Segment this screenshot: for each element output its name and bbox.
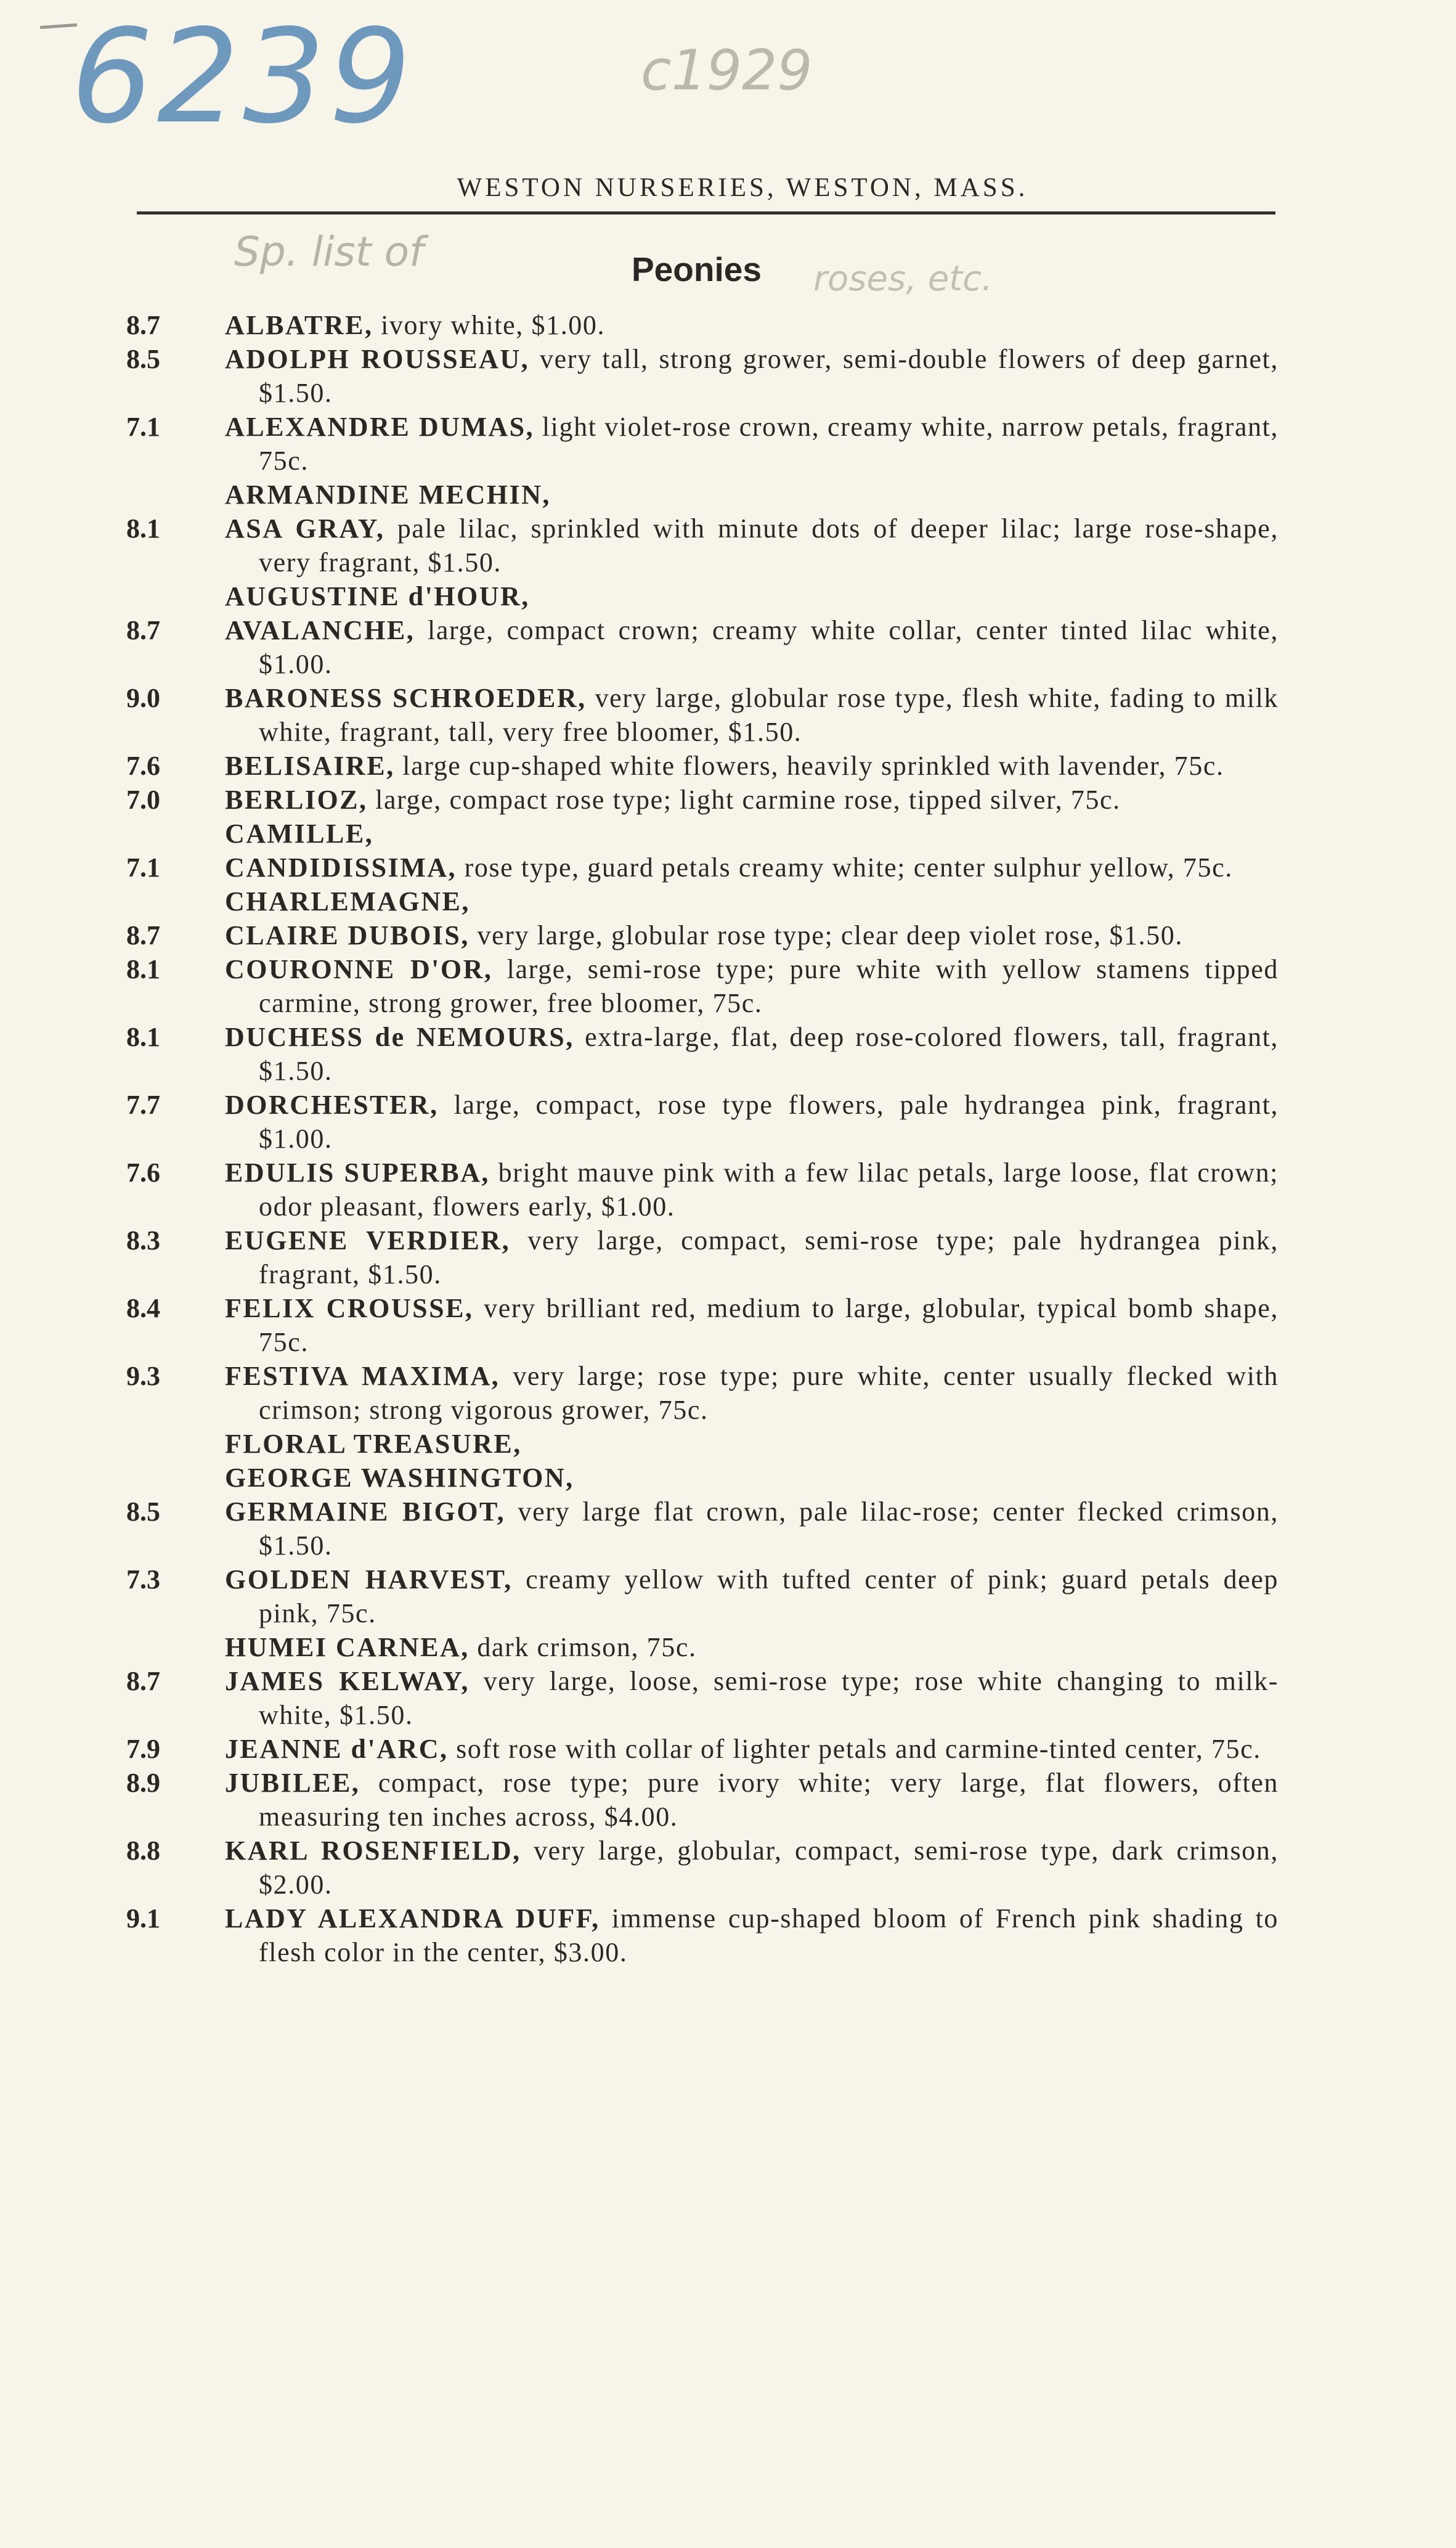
entry-rating: 8.1 [126, 954, 160, 984]
entry-name: DUCHESS de NEMOURS, [225, 1022, 574, 1052]
entry-rating: 7.7 [126, 1090, 160, 1120]
entry-name: LADY ALEXANDRA DUFF, [225, 1903, 600, 1933]
entry-text [225, 1291, 1279, 1359]
entry-description: very large, globular, compact, semi-rose type, dark crimson, $2.00. [259, 1835, 1279, 1900]
entry-rating: 7.1 [126, 852, 160, 883]
peony-entry [126, 749, 1279, 783]
entry-text [225, 1223, 1279, 1291]
entry-text [225, 1630, 1279, 1664]
entry-name: JUBILEE, [225, 1768, 360, 1798]
entry-rating: 9.3 [126, 1361, 160, 1391]
entry-name: GERMAINE BIGOT, [225, 1497, 506, 1527]
entry-rating: 7.6 [126, 1158, 160, 1188]
entry-description: large, compact rose type; light carmine rose, tipped silver, 75c. [375, 785, 1121, 815]
entry-name: BELISAIRE, [225, 751, 395, 781]
entry-text [225, 579, 1279, 613]
entry-text [225, 952, 1279, 1020]
peony-entry [126, 1427, 1279, 1461]
entry-rating: 8.9 [126, 1768, 160, 1798]
entry-text [225, 1461, 1279, 1495]
entry-text [225, 1427, 1279, 1461]
peony-entry [126, 851, 1279, 884]
entry-rating: 8.5 [126, 344, 160, 374]
entry-text [225, 1156, 1279, 1223]
entry-text [225, 1020, 1279, 1088]
peony-entry [126, 613, 1279, 681]
entry-text [225, 410, 1279, 478]
entry-text [225, 478, 1279, 512]
entry-description: very large, globular rose type; clear deep violet rose, $1.50. [477, 920, 1183, 950]
entry-name: KARL ROSENFIELD, [225, 1835, 521, 1866]
entry-text [225, 1495, 1279, 1562]
entry-description: soft rose with collar of lighter petals and carmine-tinted center, 75c. [456, 1734, 1261, 1764]
peony-entry [126, 1461, 1279, 1495]
entry-name: AVALANCHE, [225, 615, 415, 645]
entry-rating: 7.1 [126, 412, 160, 442]
entry-text [225, 1901, 1279, 1969]
handwritten-sp-note: Sp. list of [234, 228, 424, 276]
entry-description: bright mauve pink with a few lilac petals, large loose, flat crown; odor pleasant, flowers early, $1.00. [259, 1158, 1279, 1222]
peony-list [126, 308, 1279, 1969]
entry-rating: 7.6 [126, 751, 160, 781]
peony-entry [126, 783, 1279, 817]
entry-description: large cup-shaped white flowers, heavily sprinkled with lavender, 75c. [402, 751, 1224, 781]
entry-rating: 8.5 [126, 1497, 160, 1527]
entry-description: large, compact crown; creamy white collar, center tinted lilac white, $1.00. [259, 615, 1279, 679]
entry-name: ADOLPH ROUSSEAU, [225, 344, 530, 374]
handwritten-roses-note: roses, etc. [813, 259, 993, 299]
entry-description: large, semi-rose type; pure white with yellow stamens tipped carmine, strong grower, free bloomer, 75c. [259, 954, 1279, 1018]
peony-entry [126, 681, 1279, 749]
entry-name: HUMEI CARNEA, [225, 1632, 470, 1662]
entry-text [225, 308, 1279, 342]
entry-description: light violet-rose crown, creamy white, narrow petals, fragrant, 75c. [259, 412, 1279, 476]
header-rule [137, 211, 1275, 214]
entry-name: FELIX CROUSSE, [225, 1293, 474, 1323]
entry-description: ivory white, $1.00. [381, 310, 606, 340]
entry-text [225, 817, 1279, 851]
entry-description: immense cup-shaped bloom of French pink shading to flesh color in the center, $3.00. [259, 1903, 1279, 1967]
peony-entry [126, 1562, 1279, 1630]
peony-entry [126, 579, 1279, 613]
entry-description: very large, compact, semi-rose type; pale hydrangea pink, fragrant, $1.50. [259, 1225, 1279, 1289]
peony-entry [126, 1359, 1279, 1427]
peony-entry [126, 308, 1279, 342]
peony-entry [126, 1495, 1279, 1562]
entry-description: rose type, guard petals creamy white; center sulphur yellow, 75c. [464, 852, 1233, 883]
entry-rating: 8.4 [126, 1293, 160, 1323]
peony-entry [126, 1291, 1279, 1359]
entry-text [225, 1834, 1279, 1901]
entry-text [225, 749, 1279, 783]
entry-name: BERLIOZ, [225, 785, 368, 815]
peony-entry [126, 1664, 1279, 1732]
entry-rating: 8.7 [126, 310, 160, 340]
peony-entry [126, 918, 1279, 952]
entry-name: CAMILLE, [225, 819, 374, 849]
entry-name: AUGUSTINE d'HOUR, [225, 581, 530, 611]
entry-rating: 8.7 [126, 920, 160, 950]
section-title: Peonies [632, 250, 762, 288]
entry-rating: 7.9 [126, 1734, 160, 1764]
entry-description: dark crimson, 75c. [477, 1632, 697, 1662]
peony-entry [126, 342, 1279, 410]
handwritten-catalog-number: 6239 [71, 1, 415, 152]
peony-entry [126, 1020, 1279, 1088]
peony-entry [126, 1766, 1279, 1834]
entry-text [225, 918, 1279, 952]
entry-text [225, 1732, 1279, 1766]
entry-text [225, 783, 1279, 817]
entry-description: very brilliant red, medium to large, globular, typical bomb shape, 75c. [259, 1293, 1279, 1357]
entry-description: very large flat crown, pale lilac-rose; center flecked crimson, $1.50. [259, 1497, 1279, 1561]
entry-rating: 8.1 [126, 1022, 160, 1052]
entry-text [225, 1359, 1279, 1427]
entry-rating: 8.7 [126, 615, 160, 645]
entry-name: ALEXANDRE DUMAS, [225, 412, 535, 442]
entry-text [225, 512, 1279, 579]
peony-entry [126, 952, 1279, 1020]
entry-rating: 7.0 [126, 785, 160, 815]
peony-entry [126, 817, 1279, 851]
entry-description: creamy yellow with tufted center of pink; guard petals deep pink, 75c. [259, 1564, 1279, 1628]
entry-description: very large; rose type; pure white, center usually flecked with crimson; strong vigorous grower, 75c. [259, 1361, 1279, 1425]
peony-entry [126, 512, 1279, 579]
entry-text [225, 342, 1279, 410]
peony-entry [126, 1223, 1279, 1291]
entry-text [225, 884, 1279, 918]
entry-description: compact, rose type; pure ivory white; very large, flat flowers, often measuring ten inches across, $4.00. [259, 1768, 1279, 1832]
entry-name: EDULIS SUPERBA, [225, 1158, 490, 1188]
peony-entry [126, 1901, 1279, 1969]
entry-name: BARONESS SCHROEDER, [225, 683, 587, 713]
entry-name: CLAIRE DUBOIS, [225, 920, 470, 950]
entry-text [225, 613, 1279, 681]
entry-name: CANDIDISSIMA, [225, 852, 457, 883]
entry-rating: 8.7 [126, 1666, 160, 1696]
entry-text [225, 851, 1279, 884]
entry-name: CHARLEMAGNE, [225, 886, 470, 917]
entry-description: very large, loose, semi-rose type; rose white changing to milk-white, $1.50. [259, 1666, 1279, 1730]
entry-name: ASA GRAY, [225, 513, 385, 544]
entry-description: very tall, strong grower, semi-double flowers of deep garnet, $1.50. [259, 344, 1279, 408]
entry-name: ALBATRE, [225, 310, 373, 340]
entry-name: JEANNE d'ARC, [225, 1734, 449, 1764]
entry-description: very large, globular rose type, flesh white, fading to milk white, fragrant, tall, very free bloomer, $1.50. [259, 683, 1279, 747]
entry-name: FESTIVA MAXIMA, [225, 1361, 500, 1391]
handwritten-year-note: c1929 [641, 38, 813, 103]
entry-description: pale lilac, sprinkled with minute dots of deeper lilac; large rose-shape, very fragrant, $1.50. [259, 513, 1279, 578]
entry-rating: 8.1 [126, 513, 160, 544]
peony-entry [126, 1630, 1279, 1664]
entry-name: DORCHESTER, [225, 1090, 439, 1120]
entry-text [225, 1562, 1279, 1630]
entry-name: FLORAL TREASURE, [225, 1429, 522, 1459]
peony-entry [126, 1732, 1279, 1766]
entry-text [225, 1664, 1279, 1732]
entry-description: large, compact, rose type flowers, pale hydrangea pink, fragrant, $1.00. [259, 1090, 1279, 1154]
entry-name: ARMANDINE MECHIN, [225, 480, 551, 510]
entry-text [225, 1766, 1279, 1834]
peony-entry [126, 1156, 1279, 1223]
entry-rating: 9.1 [126, 1903, 160, 1933]
entry-name: GEORGE WASHINGTON, [225, 1463, 574, 1493]
entry-rating: 8.8 [126, 1835, 160, 1866]
entry-rating: 8.3 [126, 1225, 160, 1256]
entry-name: JAMES KELWAY, [225, 1666, 470, 1696]
entry-description: extra-large, flat, deep rose-colored flowers, tall, fragrant, $1.50. [259, 1022, 1279, 1086]
peony-entry [126, 1088, 1279, 1156]
entry-text [225, 1088, 1279, 1156]
entry-name: EUGENE VERDIER, [225, 1225, 511, 1256]
peony-entry [126, 884, 1279, 918]
peony-entry [126, 1834, 1279, 1901]
nursery-header: WESTON NURSERIES, WESTON, MASS. [457, 173, 1028, 202]
entry-name: GOLDEN HARVEST, [225, 1564, 513, 1595]
entry-rating: 9.0 [126, 683, 160, 713]
entry-text [225, 681, 1279, 749]
peony-entry [126, 478, 1279, 512]
entry-rating: 7.3 [126, 1564, 160, 1595]
peony-entry [126, 410, 1279, 478]
entry-name: COURONNE D'OR, [225, 954, 493, 984]
